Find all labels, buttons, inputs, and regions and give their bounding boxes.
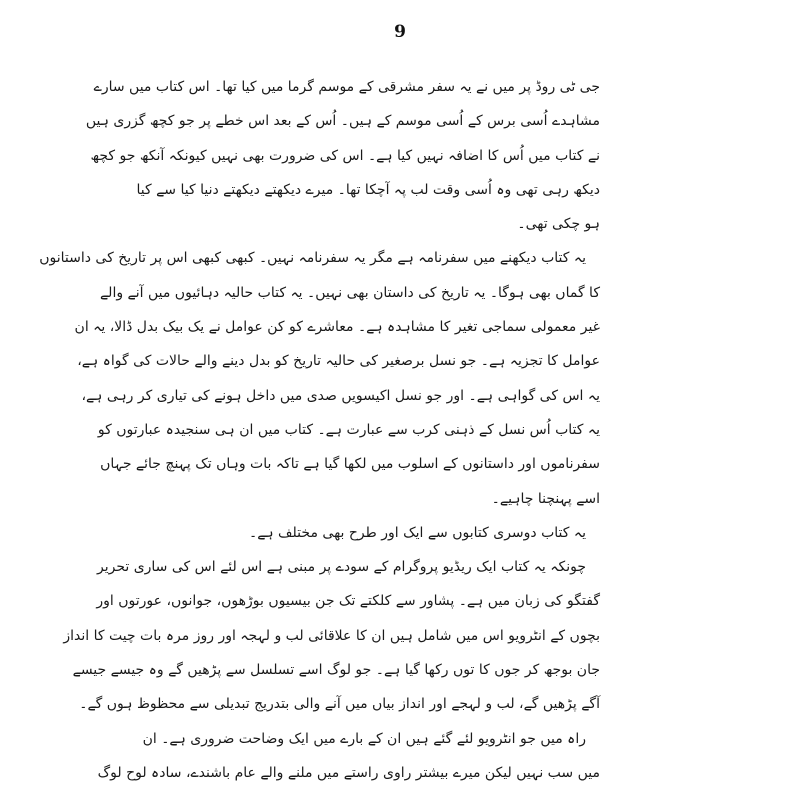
text-line: چونکہ یہ کتاب ایک ریڈیو پروگرام کے سودے پر مبنی ہے اس لئے اس کی ساری تحریر xyxy=(96,559,586,576)
text-line: راہ میں جو انٹرویو لئے گئے ہیں ان کے بارے میں ایک وضاحت ضروری ہے۔ ان xyxy=(142,730,586,747)
text-line: اسے پہنچنا چاہیے۔ xyxy=(491,490,600,507)
text-line: غیر معمولی سماجی تغیر کا مشاہدہ ہے۔ معاشرے کو کن عوامل نے یک بیک بدل ڈالا، یہ ان xyxy=(74,319,600,336)
text-line: یہ کتاب اُس نسل کے ذہنی کرب سے عبارت ہے۔ کتاب میں ان ہی سنجیدہ عبارتوں کو xyxy=(97,421,600,438)
text-line: کا گماں بھی ہوگا۔ یہ تاریخ کی داستان بھی نہیں۔ یہ کتاب حالیہ دہائیوں میں آنے والے xyxy=(99,284,600,301)
text-line: یہ کتاب دوسری کتابوں سے ایک اور طرح بھی مختلف ہے۔ xyxy=(249,524,586,541)
page-number: 9 xyxy=(394,22,406,42)
text-line: نے کتاب میں اُس کا اضافہ نہیں کیا ہے۔ اس کی ضرورت بھی نہیں کیونکہ آنکھ جو کچھ xyxy=(90,147,600,164)
text-line: گفتگو کی زبان میں ہے۔ پشاور سے کلکتے تک جن بیسیوں بوڑھوں، جوانوں، عورتوں اور xyxy=(96,593,600,610)
body-text xyxy=(39,70,600,790)
text-line: جان بوجھ کر جوں کا توں رکھا گیا ہے۔ جو لوگ اسے تسلسل سے پڑھیں گے وہ جیسے جیسے xyxy=(72,662,600,679)
text-line: بچوں کے انٹرویو اس میں شامل ہیں ان کا علاقائی لب و لہجہ اور روز مرہ بات چیت کا انداز xyxy=(63,627,600,644)
text-line: آگے پڑھیں گے، لب و لہجے اور انداز بیاں میں آنے والی بتدریج تبدیلی سے محظوظ ہوں گے۔ xyxy=(79,696,600,713)
text-line: جی ٹی روڈ پر میں نے یہ سفر مشرقی کے موسم گرما میں کیا تھا۔ اس کتاب میں سارے xyxy=(93,79,600,95)
text-line: ہو چکی تھی۔ xyxy=(517,216,600,233)
text-line: عوامل کا تجزیہ ہے۔ جو نسل برصغیر کی حالیہ تاریخ کو بدل دینے والے حالات کی گواہ ہے، xyxy=(77,353,600,370)
text-line: یہ اس کی گواہی ہے۔ اور جو نسل اکیسویں صدی میں داخل ہونے کی تیاری کر رہی ہے، xyxy=(81,387,600,404)
text-line: سفرناموں اور داستانوں کے اسلوب میں لکھا گیا ہے تاکہ بات وہاں تک پہنچ جائے جہاں xyxy=(100,456,600,473)
text-line: مشاہدے اُسی برس کے اُسی موسم کے ہیں۔ اُس کے بعد اس خطے پر جو کچھ گزری ہیں xyxy=(85,113,600,130)
text-line: دیکھ رہی تھی وہ اُسی وقت لب پہ آچکا تھا۔ میرے دیکھتے دیکھتے دنیا کیا سے کیا xyxy=(136,181,600,198)
text-line: میں سب نہیں لیکن میرے بیشتر راوی راستے میں ملنے والے عام باشندے، سادہ لوح لوگ xyxy=(97,764,600,781)
text-line: یہ کتاب دیکھنے میں سفرنامہ ہے مگر یہ سفرنامہ نہیں۔ کبھی کبھی اس پر تاریخ کی داستانوں xyxy=(39,250,586,267)
